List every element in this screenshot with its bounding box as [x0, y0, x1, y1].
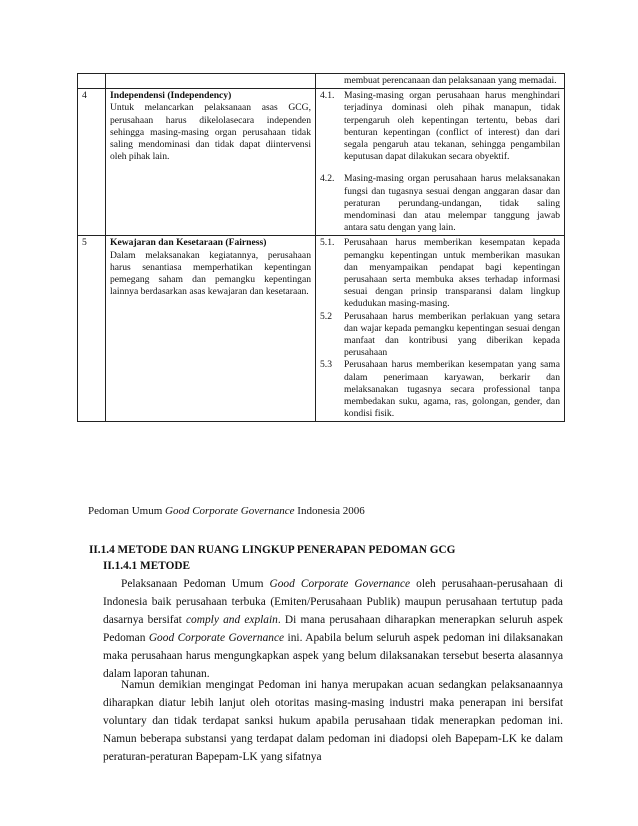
item-text: Masing-masing organ perusahaan harus menghindari terjadinya dominasi oleh pihak manapun, tidak terpengaruh oleh kepentingan tertentu, bebas dari benturan kepentingan (conflict of interest) dan dari segala pengaruh atau tekanan, sehingga pengambilan keputusan dapat dilakukan secara obyektif.	[344, 90, 560, 163]
section-heading: II.1.4 METODE DAN RUANG LINGKUP PENERAPAN PEDOMAN GCG	[89, 544, 456, 556]
cell-principles	[316, 89, 565, 236]
item-text: Masing-masing organ perusahaan harus melaksanakan fungsi dan tugasnya sesuai dengan anggaran dasar dan peraturan perundang-undangan, tidak saling mendominasi dan atau melempar tanggung jawab antara satu dengan yang lain.	[344, 173, 560, 234]
principle-item	[320, 237, 560, 310]
gcg-principles-table	[77, 73, 565, 422]
table-row	[78, 74, 565, 89]
cell-no: 4	[78, 89, 106, 236]
cell-no: 5	[78, 236, 106, 422]
paragraph-metode: Pelaksanaan Pedoman Umum Good Corporate Governance oleh perusahaan-perusahaan di Indonesia baik perusahaan terbuka (Emiten/Perusahaan Publik) maupun perusahaan tertutup pada dasarnya bersifat comply and explain. Di mana perusahaan diharapkan menerapkan seluruh aspek Pedoman Good Corporate Governance ini. Apabila belum seluruh aspek pedoman ini dilaksanakan maka perusahaan harus mengungkapkan aspek yang belum dilaksanakan tersebut beserta alasannya dalam laporan tahunan.	[103, 578, 563, 680]
item-number: 5.3	[320, 359, 332, 371]
table-source-caption: Pedoman Umum Good Corporate Governance Indonesia 2006	[88, 505, 365, 517]
item-number: 5.1.	[320, 237, 335, 249]
aspect-title: Kewajaran dan Kesetaraan (Fairness)	[110, 237, 267, 249]
cell-continuation	[316, 74, 565, 89]
cell-aspek	[106, 74, 316, 89]
item-text: Perusahaan harus memberikan kesempatan kepada pemangku kepentingan untuk memberikan masukan dan menyampaikan pendapat bagi kepentingan perusahaan serta membuka akses terhadap informasi sesuai dengan prinsip transparansi dalam lingkup kedudukan masing-masing.	[344, 237, 560, 310]
item-text: Perusahaan harus memberikan kesempatan yang sama dalam penerimaan karyawan, berkarir dan melaksanakan tugasnya secara professional tanpa membedakan suku, agama, ras, golongan, gender, dan kondisi fisik.	[344, 359, 560, 420]
principle-item	[320, 173, 560, 234]
table-row	[78, 89, 565, 236]
aspect-description: Dalam melaksanakan kegiatannya, perusahaan harus senantiasa memperhatikan kepentingan pemegang saham dan pemangku kepentingan lainnya berdasarkan asas kewajaran dan kesetaraan.	[110, 249, 311, 298]
item-number: 5.2	[320, 310, 332, 322]
table-row	[78, 236, 565, 422]
principle-item	[320, 359, 560, 420]
principle-item	[320, 90, 560, 163]
cell-aspek	[106, 236, 316, 422]
subsection-heading: II.1.4.1 METODE	[103, 560, 191, 572]
cell-principles	[316, 236, 565, 422]
cell-aspek	[106, 89, 316, 236]
item-number: 4.1.	[320, 90, 335, 102]
paragraph-voluntary: Namun demikian mengingat Pedoman ini hanya merupakan acuan sedangkan pelaksanaannya diharapkan diatur lebih lanjut oleh otoritas masing-masing industri maka penerapan ini bersifat voluntary dan tidak terdapat sanksi hukum apabila perusahaan tidak menerapkan pedoman ini. Namun beberapa substansi yang terdapat dalam pedoman ini diadopsi oleh Bapepam-LK ke dalam peraturan-peraturan Bapepam-LK yang sifatnya	[103, 679, 563, 763]
cell-no	[78, 74, 106, 89]
item-number: 4.2.	[320, 173, 335, 185]
continued-item: membuat perencanaan dan pelaksanaan yang memadai.	[344, 75, 557, 86]
aspect-title: Independensi (Independency)	[110, 90, 232, 102]
item-text: Perusahaan harus memberikan perlakuan yang setara dan wajar kepada pemangku kepentingan sesuai dengan manfaat dan kontribusi yang diberikan kepada perusahaan	[344, 310, 560, 359]
aspect-description: Untuk melancarkan pelaksanaan asas GCG, perusahaan harus dikelolasecara independen sehingga masing-masing organ perusahaan tidak saling mendominasi dan tidak dapat diintervensi oleh pihak lain.	[110, 102, 311, 163]
principle-item	[320, 311, 560, 360]
